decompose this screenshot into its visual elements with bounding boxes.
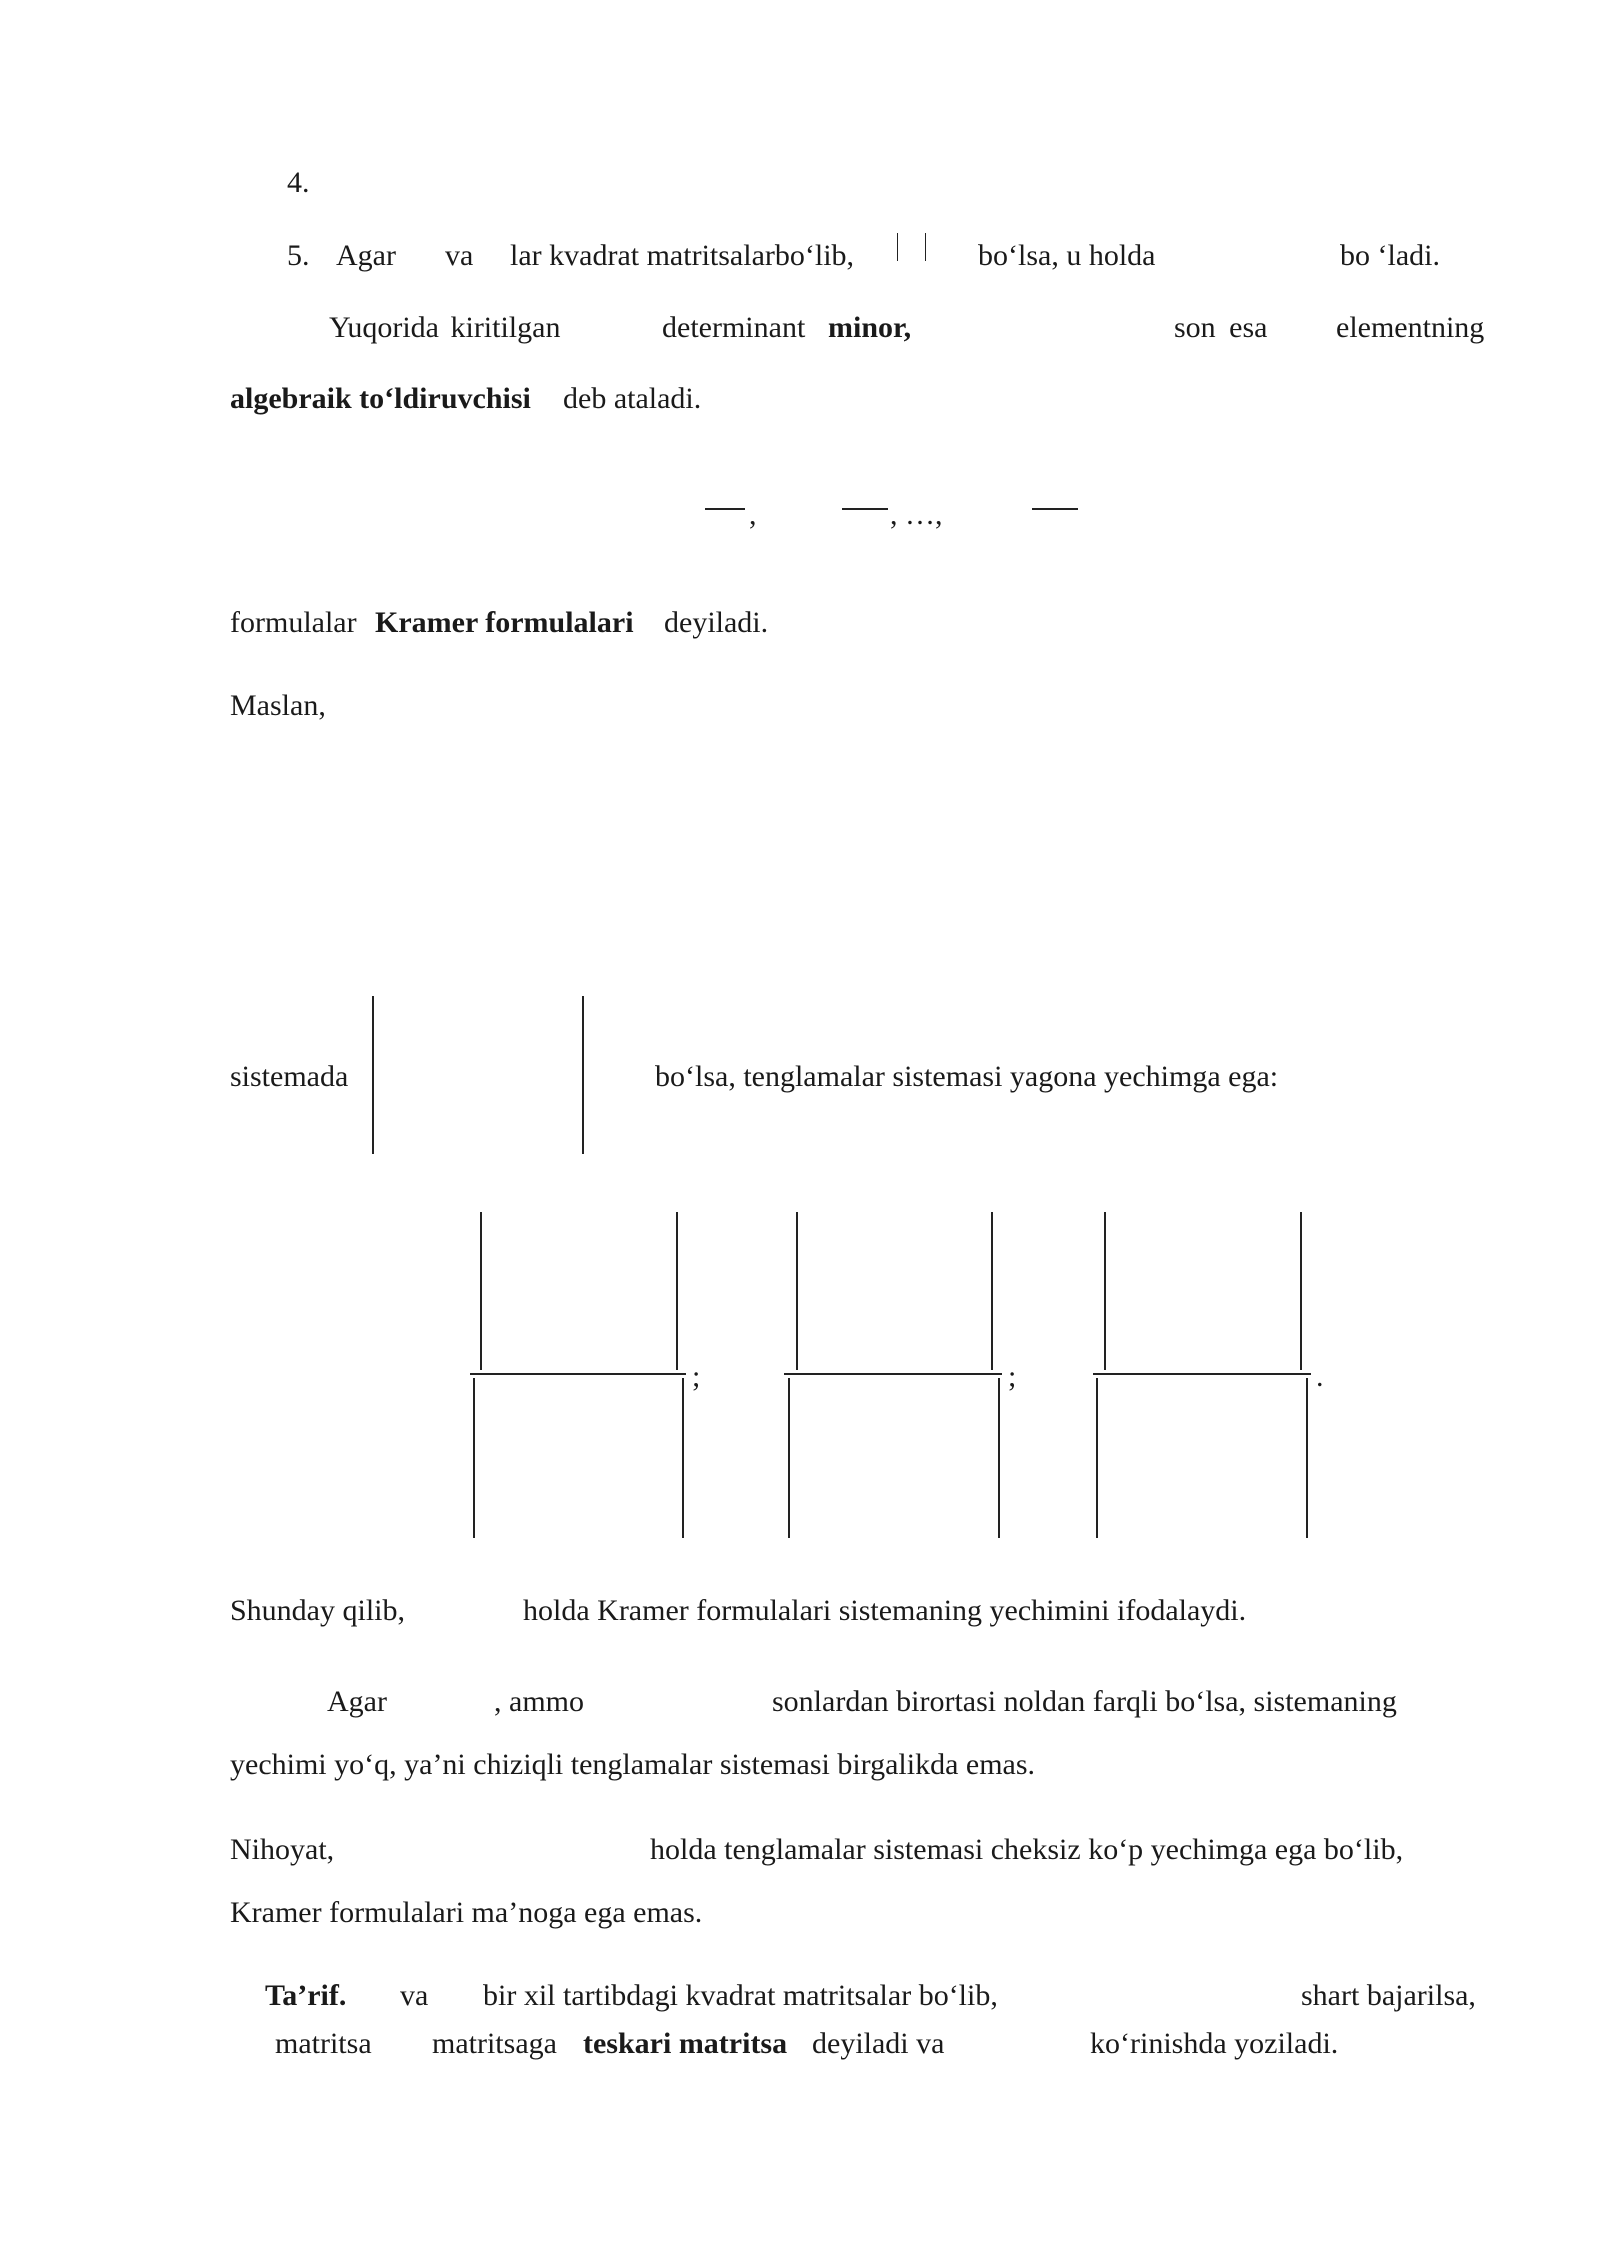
- algebraik-toldiruvchi-term: algebraik to‘ldiruvchisi: [230, 382, 531, 415]
- frac2-num-bar-right: [991, 1212, 993, 1370]
- formulalar-text: formulalar: [230, 606, 357, 639]
- fraction-end-period: .: [1316, 1360, 1324, 1393]
- minor-term: minor,: [828, 311, 912, 344]
- sistemada-text: sistemada: [230, 1060, 349, 1093]
- bolsa-u-holda-text: bo‘lsa, u holda: [978, 239, 1156, 272]
- maslan-text: Maslan,: [230, 689, 326, 722]
- agar-word-2: Agar: [327, 1685, 387, 1718]
- yechimi-yoq-text: yechimi yo‘q, ya’ni chiziqli tenglamalar sistemasi birgalikda emas.: [230, 1748, 1036, 1781]
- frac3-num-bar-right: [1300, 1212, 1302, 1370]
- list-number-5: 5.: [287, 239, 310, 272]
- frac3-den-bar-right: [1306, 1378, 1308, 1538]
- deyiladi-text: deyiladi.: [664, 606, 769, 639]
- frac1-den-bar-left: [473, 1378, 475, 1538]
- determinant-word: determinant: [662, 311, 806, 344]
- fraction-separator-2: ;: [1008, 1360, 1017, 1393]
- fraction-separator-1: ;: [692, 1360, 701, 1393]
- deyiladi-va-text: deyiladi va: [812, 2027, 945, 2060]
- cramer-separator-1: ,: [749, 498, 757, 531]
- nihoyat-text: Nihoyat,: [230, 1833, 335, 1866]
- frac1-bar: [470, 1373, 686, 1375]
- shunday-qilib-text: Shunday qilib,: [230, 1594, 406, 1627]
- kvadrat-matritsalar-text: lar kvadrat matritsalarbo‘lib,: [510, 239, 855, 272]
- det-bar-right: [925, 233, 926, 261]
- deb-ataladi-text: deb ataladi.: [563, 382, 702, 415]
- son-esa-text: son esa: [1174, 311, 1268, 344]
- frac1-num-bar-right: [676, 1212, 678, 1370]
- tarif-va-word: va: [400, 1979, 429, 2012]
- tarif-term: Ta’rif.: [265, 1979, 347, 2012]
- frac1-num-bar-left: [480, 1212, 482, 1370]
- frac3-den-bar-left: [1096, 1378, 1098, 1538]
- elementning-word: elementning: [1336, 311, 1485, 344]
- list-number-4: 4.: [287, 166, 310, 199]
- kramer-formulalari-term: Kramer formulalari: [375, 606, 634, 639]
- yagona-yechim-text: bo‘lsa, tenglamalar sistemasi yagona yechimga ega:: [655, 1060, 1279, 1093]
- yuqorida-text: Yuqorida kiritilgan: [329, 311, 561, 344]
- kramer-manoga-text: Kramer formulalari ma’noga ega emas.: [230, 1896, 703, 1929]
- frac2-den-bar-right: [998, 1378, 1000, 1538]
- sonlardan-text: sonlardan birortasi noldan farqli bo‘lsa, sistemaning: [772, 1685, 1397, 1718]
- fraction-bar-3: [1032, 508, 1078, 510]
- det-bar-left: [897, 233, 898, 261]
- matritsaga-word: matritsaga: [432, 2027, 557, 2060]
- boladi-text: bo ‘ladi.: [1340, 239, 1440, 272]
- teskari-matritsa-term: teskari matritsa: [583, 2027, 788, 2060]
- fraction-bar-1: [705, 508, 745, 510]
- korinishda-text: ko‘rinishda yoziladi.: [1090, 2027, 1339, 2060]
- kramer-yechim-text: holda Kramer formulalari sistemaning yechimini ifodalaydi.: [523, 1594, 1247, 1627]
- agar-word: Agar: [336, 239, 396, 272]
- matritsa-word: matritsa: [275, 2027, 372, 2060]
- frac1-den-bar-right: [682, 1378, 684, 1538]
- frac3-num-bar-left: [1104, 1212, 1106, 1370]
- cheksiz-yechim-text: holda tenglamalar sistemasi cheksiz ko‘p yechimga ega bo‘lib,: [650, 1833, 1404, 1866]
- ammo-word: , ammo: [494, 1685, 584, 1718]
- frac2-den-bar-left: [788, 1378, 790, 1538]
- kvadrat-matritsalar-tarif-text: bir xil tartibdagi kvadrat matritsalar bo‘lib,: [483, 1979, 998, 2012]
- system-det-bar-right: [582, 996, 584, 1154]
- frac2-bar: [784, 1373, 1002, 1375]
- system-det-bar-left: [372, 996, 374, 1154]
- shart-bajarilsa-text: shart bajarilsa,: [1301, 1979, 1476, 2012]
- frac3-bar: [1093, 1373, 1311, 1375]
- cramer-separator-2: , …,: [890, 498, 943, 531]
- frac2-num-bar-left: [796, 1212, 798, 1370]
- va-word: va: [445, 239, 474, 272]
- fraction-bar-2: [842, 508, 888, 510]
